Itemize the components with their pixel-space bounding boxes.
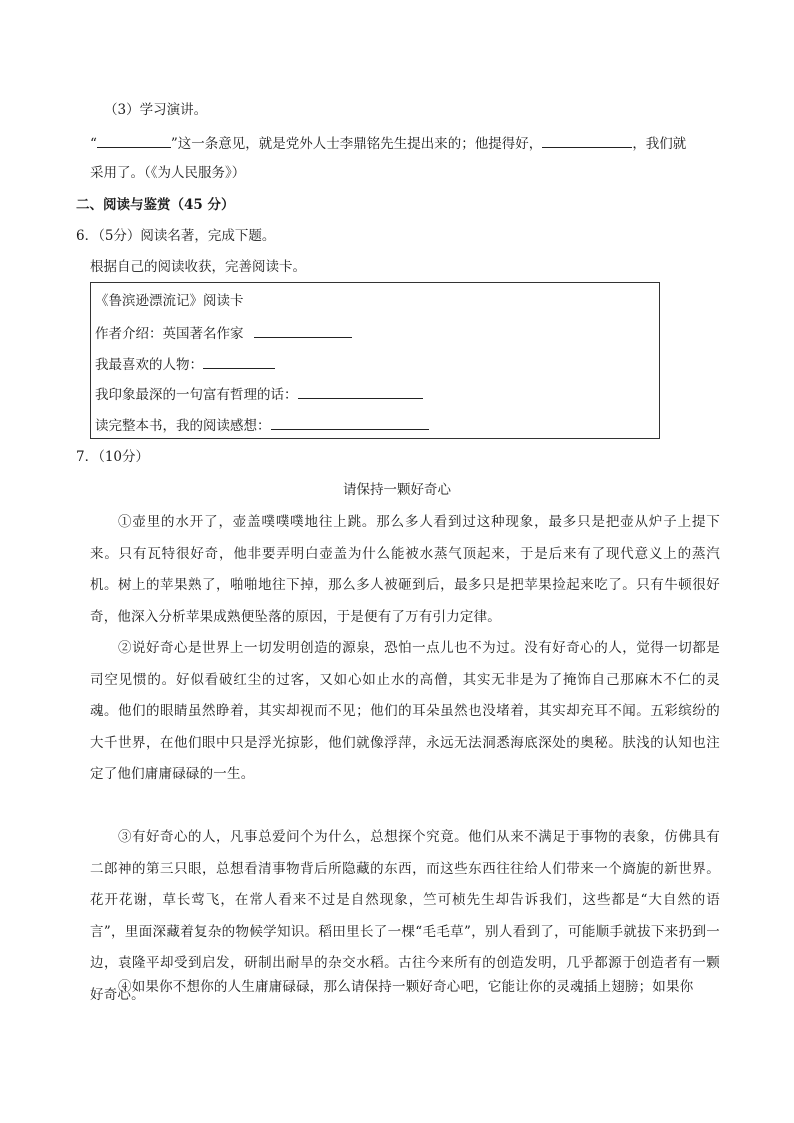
card-quote-label: 我印象最深的一句富有哲理的话：: [95, 387, 298, 403]
answer-blank-2[interactable]: [542, 133, 632, 148]
card-thoughts-label: 读完整本书，我的阅读感想：: [95, 418, 271, 434]
card-quote-row: [95, 384, 423, 405]
q3-line1: [90, 133, 686, 154]
q3-label: （3）学习演讲。: [104, 102, 208, 118]
card-favorite-label: 我最喜欢的人物：: [95, 357, 203, 373]
card-author-label: 作者介绍：英国著名作家: [95, 326, 244, 342]
author-blank[interactable]: [254, 323, 352, 338]
essay-paragraph-1: ①壶里的水开了，壶盖噗噗噗地往上跳。那么多人看到过这种现象，最多只是把壶从炉子上提下来。只有瓦特很好奇，他非要弄明白壶盖为什么能被水蒸气顶起来，于是后来有了现代意义上的蒸汽机。树上的苹果熟了，啪啪地往下掉，那么多人被砸到后，最多只是把苹果捡起来吃了。只有牛顿很好奇，他深入分析苹果成熟便坠落的原因，于是便有了万有引力定律。: [90, 514, 720, 625]
card-author-row: [95, 323, 352, 344]
essay-title: 请保持一颗好奇心: [343, 482, 451, 498]
reading-card: [90, 282, 660, 439]
thoughts-blank[interactable]: [271, 415, 429, 430]
q3-line2: 采用了。（《为人民服务》）: [90, 165, 246, 181]
open-quote: “: [90, 136, 97, 152]
q3-line1-middle: ”这一条意见，就是党外人士李鼎铭先生提出来的；他提得好，: [170, 136, 543, 152]
q6-instruction: 根据自己的阅读收获，完善阅读卡。: [90, 259, 306, 275]
quote-blank[interactable]: [298, 384, 423, 399]
essay-paragraph-4: ④如果你不想你的人生庸庸碌碌，那么请保持一颗好奇心吧，它能让你的灵魂插上翅膀；如果你: [118, 979, 694, 995]
q6-stem: 6．（5分）阅读名著，完成下题。: [76, 228, 276, 244]
essay-paragraph-3: ③有好奇心的人，凡事总爱问个为什么，总想探个究竟。他们从来不满足于事物的表象，仿佛具有二郎神的第三只眼，总想看清事物背后所隐藏的东西，而这些东西往往给人们带来一个旖旎的新世界。花开花谢，草长莺飞，在常人看来不过是自然现象，竺可桢先生却告诉我们，这些都是“大自然的语言”，里面深藏着复杂的物候学知识。稻田里长了一棵“毛毛草”，别人看到了，可能顺手就拔下来扔到一边，袁隆平却受到启发，研制出耐旱的杂交水稻。古往今来所有的创造发明，几乎都源于创造者有一颗好奇心。: [90, 829, 720, 1003]
card-favorite-row: [95, 354, 275, 375]
section-heading: 二、阅读与鉴赏（45 分）: [76, 197, 235, 213]
q3-line1-end: ，我们就: [632, 136, 687, 152]
card-thoughts-row: [95, 415, 429, 436]
favorite-blank[interactable]: [203, 354, 275, 369]
card-title: 《鲁滨逊漂流记》阅读卡: [95, 293, 244, 309]
essay-paragraph-2: ②说好奇心是世界上一切发明创造的源泉，恐怕一点儿也不为过。没有好奇心的人，觉得一切都是司空见惯的。好似看破红尘的过客，又如心如止水的高僧，其实无非是为了掩饰自己那麻木不仁的灵魂。他们的眼睛虽然睁着，其实却视而不见；他们的耳朵虽然也没堵着，其实却充耳不闻。五彩缤纷的大千世界，在他们眼中只是浮光掠影，他们就像浮萍，永远无法洞悉海底深处的奥秘。肤浅的认知也注定了他们庸庸碌碌的一生。: [90, 640, 720, 782]
answer-blank-1[interactable]: [97, 133, 171, 148]
q7-stem: 7．（10分）: [76, 449, 150, 465]
